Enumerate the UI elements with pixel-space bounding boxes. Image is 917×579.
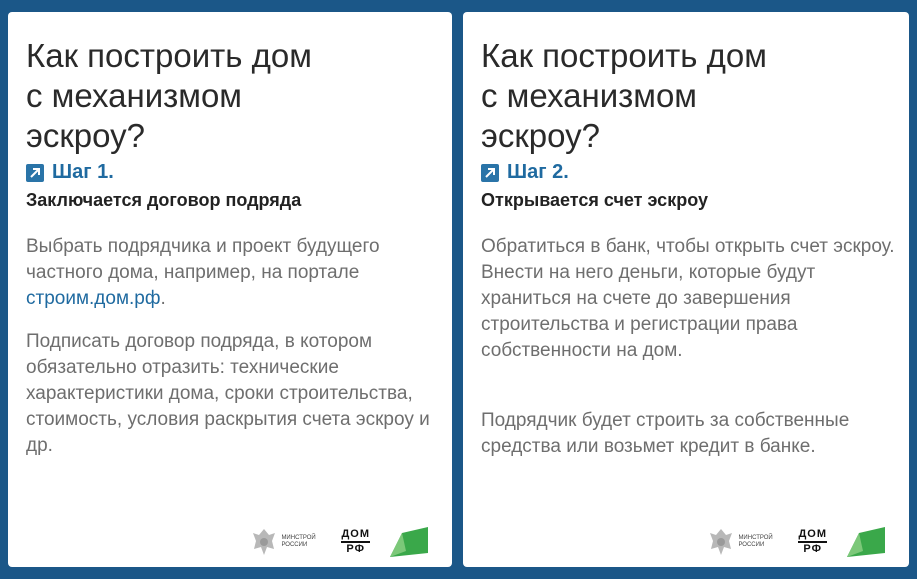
step-label: Шаг 1. <box>52 161 114 183</box>
paragraph-2: Подрядчик будет строить за собственные средства или возьмет кредит в банке. <box>481 410 850 457</box>
step-heading <box>26 161 114 184</box>
paragraph-2: Подписать договор подряда, в котором обязательно отразить: технические характеристики дома, сроки строительства, стоимость, условия раскрытия счета эскроу и др. <box>26 331 430 456</box>
arrow-up-right-icon <box>481 164 499 182</box>
logos <box>251 525 430 559</box>
emblem-icon <box>708 527 734 557</box>
national-project-logo <box>386 525 430 559</box>
paragraph-1: Обратиться в банк, чтобы открыть счет эскроу. Внести на него деньги, которые будут храниться на счете до завершения строительства и регистрации права собственности на дом. <box>481 236 895 361</box>
step-heading <box>481 161 569 184</box>
paragraph-text: Выбрать подрядчика и проект будущего частного дома, например, на портале <box>26 236 380 283</box>
minstroy-text: МИНСТРОЙ РОССИИ <box>281 535 316 548</box>
step-subtitle: Заключается договор подряда <box>26 190 302 210</box>
step-label: Шаг 2. <box>507 161 569 183</box>
emblem-icon <box>251 527 277 557</box>
domrf-bottom: РФ <box>803 543 823 555</box>
paragraph-text-end: . <box>160 288 166 309</box>
domrf-top: ДОМ <box>341 528 370 540</box>
arrow-up-right-icon <box>26 164 44 182</box>
card-title: Как построить дом с механизмом эскроу? <box>26 37 312 154</box>
card-step-2 <box>463 12 909 567</box>
minstroy-logo <box>251 527 325 557</box>
domrf-bottom: РФ <box>346 543 366 555</box>
domrf-logo <box>341 529 370 555</box>
card-step-1 <box>8 12 452 567</box>
step-subtitle: Открывается счет эскроу <box>481 190 708 210</box>
card-title: Как построить дом с механизмом эскроу? <box>481 37 767 154</box>
minstroy-text: МИНСТРОЙ РОССИИ <box>738 535 773 548</box>
domrf-logo <box>798 529 827 555</box>
minstroy-logo <box>708 527 782 557</box>
national-project-logo <box>843 525 887 559</box>
paragraph-1 <box>26 234 441 312</box>
domrf-top: ДОМ <box>798 528 827 540</box>
logos <box>708 525 887 559</box>
portal-link[interactable]: строим.дом.рф <box>26 288 161 309</box>
